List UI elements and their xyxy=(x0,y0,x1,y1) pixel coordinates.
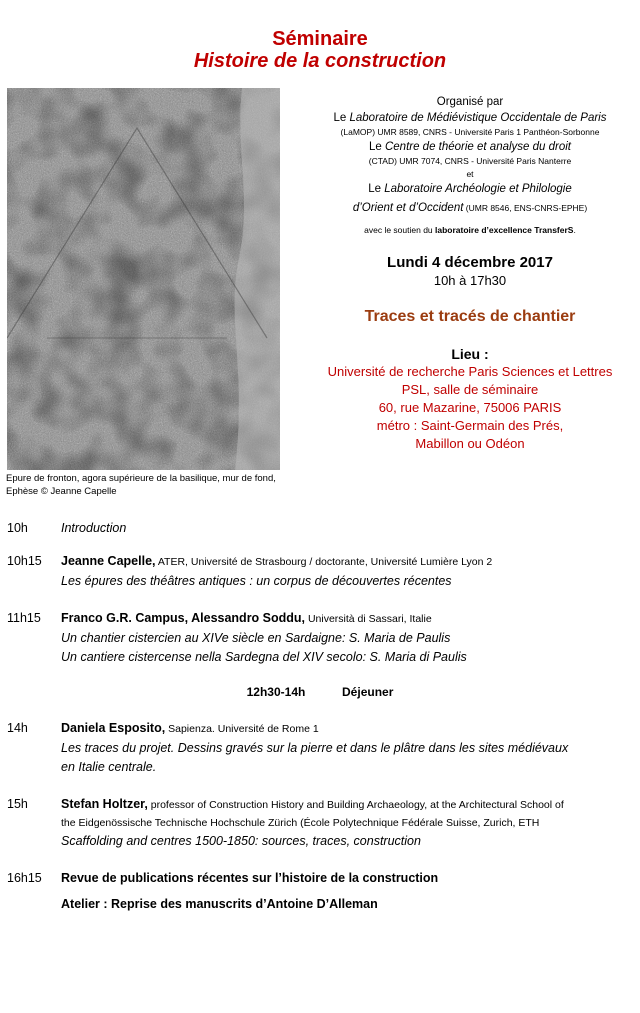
lab2-detail: (CTAD) UMR 7074, CNRS - Université Paris Nanterre xyxy=(368,156,572,166)
program-body xyxy=(61,552,636,591)
stone-wall-photo xyxy=(7,88,280,470)
place-line: Université de recherche Paris Sciences et Lettres xyxy=(327,364,613,379)
support-labex: laboratoire d’excellence TransferS xyxy=(435,225,574,235)
program-body xyxy=(61,609,636,667)
support-line xyxy=(300,224,640,237)
lab2-name: Centre de théorie et analyse du droit xyxy=(384,141,572,153)
caption-line-2: Ephèse © Jeanne Capelle xyxy=(6,486,117,497)
place-line: Mabillon ou Odéon xyxy=(415,436,525,451)
program-body xyxy=(61,795,636,851)
session-title: Revue de publications récentes sur l’histoire de la construction xyxy=(61,871,439,885)
program-time: 10h xyxy=(7,521,28,535)
caption-line-1: Epure de fronton, agora supérieure de la basilique, mur de fond, xyxy=(6,473,276,484)
speaker-line xyxy=(61,719,636,739)
photo-caption xyxy=(6,472,291,498)
program-time: 16h15 xyxy=(7,871,42,885)
place-line: PSL, salle de séminaire xyxy=(401,382,539,397)
title-seminaire: Séminaire xyxy=(272,28,368,50)
speaker-affiliation: Università di Sassari, Italie xyxy=(305,613,432,625)
talk-title: Les épures des théâtres antiques : un corpus de découvertes récentes xyxy=(61,574,452,588)
talk-title: en Italie centrale. xyxy=(61,760,157,774)
lunch-break xyxy=(0,685,640,699)
program-time: 15h xyxy=(7,797,28,811)
talk-title: Un chantier cistercien au XIVe siècle en Sardaigne: S. Maria de Paulis xyxy=(61,631,451,645)
speaker-name: Jeanne Capelle, xyxy=(61,554,156,568)
speaker-name: Franco G.R. Campus, Alessandro Soddu, xyxy=(61,611,306,625)
support-prefix: avec le soutien du xyxy=(364,225,436,235)
place-heading: Lieu : xyxy=(451,346,489,362)
speaker-line xyxy=(61,609,636,629)
lab3-prefix: Le xyxy=(368,183,385,195)
speaker-affiliation-cont: the Eidgenössische Technische Hochschule Zürich (École Polytechnique Fédérale Suisse, Zurich, ETH xyxy=(61,817,540,829)
organized-by: Organisé par xyxy=(436,96,504,108)
lab1-detail: (LaMOP) UMR 8589, CNRS - Université Paris 1 Panthéon-Sorbonne xyxy=(340,127,600,137)
and-word: et xyxy=(466,169,474,179)
program-time: 11h15 xyxy=(7,611,41,625)
talk-title: Un cantiere cistercense nella Sardegna del XIV secolo: S. Maria di Paulis xyxy=(61,650,467,664)
seminar-title xyxy=(0,28,640,72)
program-time: 14h xyxy=(7,721,28,735)
lab1-name: Laboratoire de Médiévistique Occidentale de Paris xyxy=(349,112,607,124)
event-info xyxy=(300,94,640,453)
lab1 xyxy=(300,110,640,126)
lab3-detail: (UMR 8546, ENS-CNRS-EPHE) xyxy=(463,203,588,213)
place-line: métro : Saint-Germain des Prés, xyxy=(376,418,564,433)
program-title: Introduction xyxy=(61,521,127,535)
speaker-affiliation: Sapienza. Université de Rome 1 xyxy=(165,723,319,735)
lab3-line2 xyxy=(300,200,640,216)
title-histoire: Histoire de la construction xyxy=(193,50,447,72)
speaker-name: Daniela Esposito, xyxy=(61,721,166,735)
lab3-name: Laboratoire Archéologie et Philologie xyxy=(384,183,572,195)
lunch-time: 12h30-14h xyxy=(246,685,306,699)
lab3-name2: d’Orient et d’Occident xyxy=(352,202,464,214)
talk-title: Scaffolding and centres 1500-1850: sources, traces, construction xyxy=(61,834,421,848)
lab3 xyxy=(300,181,640,197)
speaker-line xyxy=(61,795,636,815)
speaker-name: Stefan Holtzer, xyxy=(61,797,148,811)
talk-title: Les traces du projet. Dessins gravés sur la pierre et dans le plâtre dans les sites médiévaux xyxy=(61,741,569,755)
lab1-prefix: Le xyxy=(333,112,350,124)
program-body xyxy=(61,869,636,914)
lunch-label: Déjeuner xyxy=(342,685,394,699)
speaker-affiliation: professor of Construction History and Building Archaeology, at the Architectural School of xyxy=(147,799,564,811)
speaker-affiliation: ATER, Université de Strasbourg / doctorante, Université Lumière Lyon 2 xyxy=(155,556,493,568)
program-time: 10h15 xyxy=(7,554,42,568)
event-date: Lundi 4 décembre 2017 xyxy=(387,254,553,271)
lab2-prefix: Le xyxy=(368,141,385,153)
place-line: 60, rue Mazarine, 75006 PARIS xyxy=(378,400,562,415)
event-theme: Traces et tracés de chantier xyxy=(364,308,576,325)
event-hours: 10h à 17h30 xyxy=(433,273,507,288)
workshop-title: Atelier : Reprise des manuscrits d’Antoine D’Alleman xyxy=(61,897,378,911)
lab2 xyxy=(300,139,640,155)
support-suffix: . xyxy=(573,225,576,235)
speaker-line xyxy=(61,552,636,572)
program-body xyxy=(61,719,636,777)
